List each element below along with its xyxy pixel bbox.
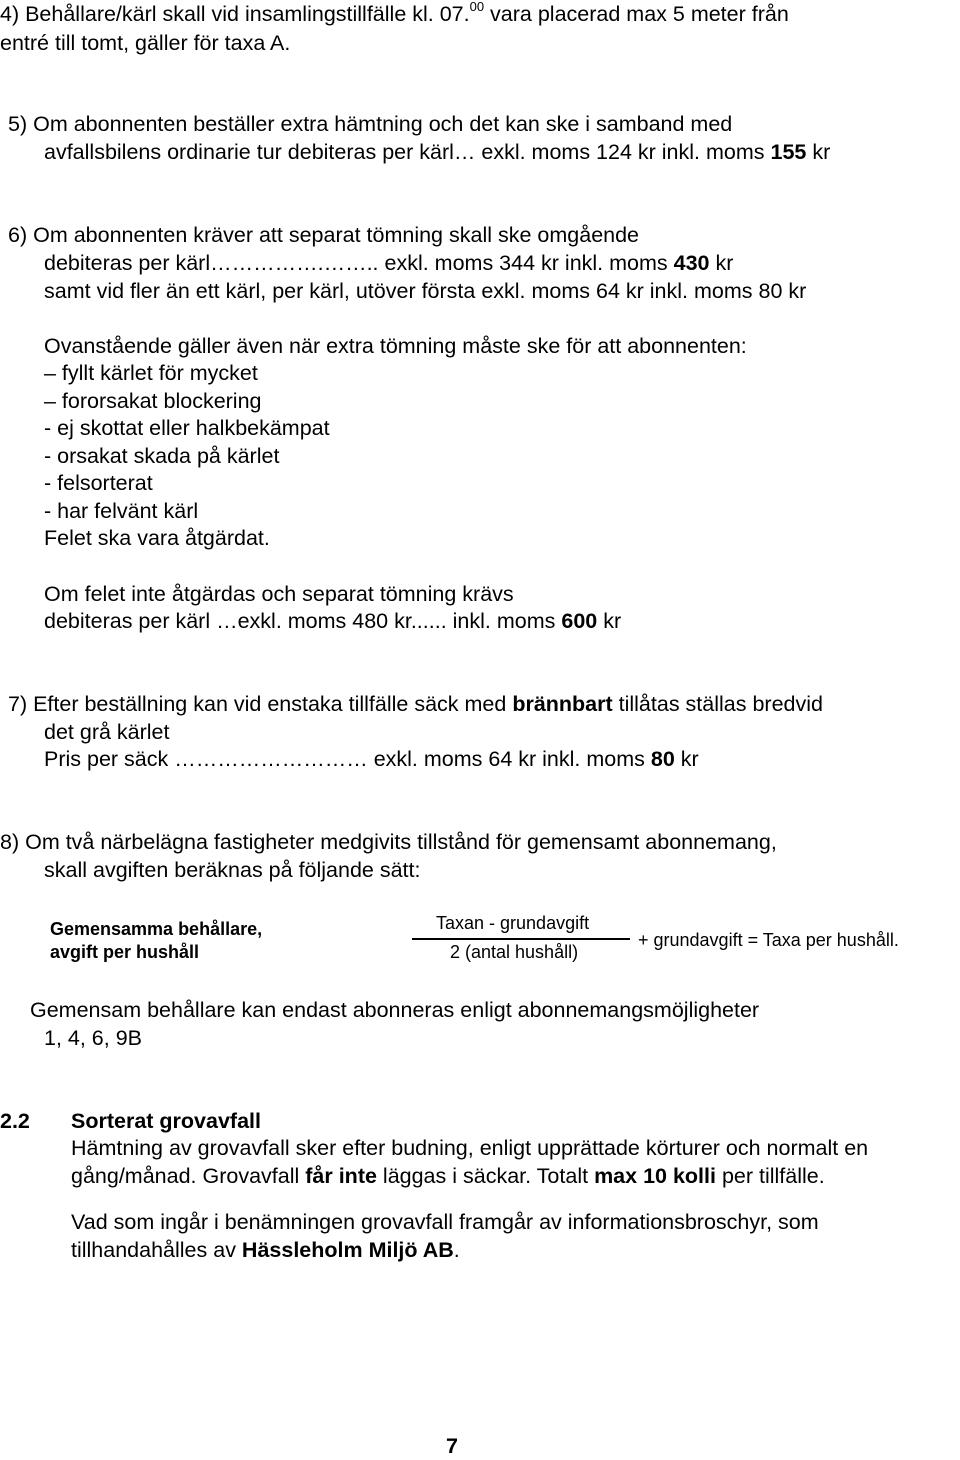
- text: debiteras per kärl …exkl. moms 480 kr...... inkl. moms: [44, 609, 562, 633]
- text: gång/månad. Grovavfall: [71, 1164, 306, 1188]
- price-bold: 430: [673, 251, 710, 275]
- text: kr: [597, 609, 622, 633]
- text: 7) Efter beställning kan vid enstaka tillfälle säck med: [8, 692, 513, 716]
- item-7-line-3: [44, 745, 699, 773]
- emphasis-bold: får inte: [305, 1164, 377, 1188]
- item-6-line-1: 6) Om abonnenten kräver att separat tömning skall ske omgående: [8, 223, 640, 247]
- note-fix-line-2: [44, 607, 621, 635]
- text: Pris per säck ……………………… exkl. moms 64 kr inkl. moms: [44, 747, 651, 771]
- text: kr: [806, 140, 831, 164]
- emphasis-bold: max 10 kolli: [594, 1164, 716, 1188]
- shared-container-line-2: 1, 4, 6, 9B: [44, 1026, 143, 1050]
- section-p2-line-1: Vad som ingår i benämningen grovavfall framgår av informationsbroschyr, som: [71, 1210, 819, 1234]
- price-bold: 80: [650, 747, 675, 771]
- formula-denominator: 2 (antal hushåll): [450, 942, 579, 962]
- item-5-line-2: [44, 138, 830, 166]
- text: kr: [709, 251, 734, 275]
- item-8-line-2: skall avgiften beräknas på följande sätt:: [44, 858, 421, 882]
- text: avfallsbilens ordinarie tur debiteras per kärl… exkl. moms 124 kr inkl. moms: [44, 140, 771, 164]
- item-5-line-1: 5) Om abonnenten beställer extra hämtning och det kan ske i samband med: [8, 112, 733, 136]
- note-item: - felsorterat: [44, 471, 153, 495]
- price-bold: 155: [770, 140, 807, 164]
- item-8-line-1: 8) Om två närbelägna fastigheter medgivits tillstånd för gemensamt abonnemang,: [0, 830, 777, 854]
- note-item: - ej skottat eller halkbekämpat: [44, 416, 330, 440]
- page-number: 7: [446, 1434, 458, 1458]
- text: tillåtas ställas bredvid: [612, 692, 823, 716]
- price-bold: 600: [561, 609, 598, 633]
- formula-tail: + grundavgift = Taxa per hushåll.: [638, 930, 899, 950]
- note-item: – fororsakat blockering: [44, 389, 262, 413]
- note-item: – fyllt kärlet för mycket: [44, 361, 258, 385]
- item-7-line-2: det grå kärlet: [44, 720, 170, 744]
- text: debiteras per kärl…………….…….. exkl. moms 344 kr inkl. moms: [44, 251, 674, 275]
- note-fix-line-1: Om felet inte åtgärdas och separat tömning krävs: [44, 582, 514, 606]
- text: vara placerad max 5 meter från: [484, 2, 789, 26]
- item-4-line-1: [0, 0, 789, 28]
- formula-label-2: avgift per hushåll: [50, 942, 200, 962]
- shared-container-line-1: Gemensam behållare kan endast abonneras enligt abonnemangsmöjligheter: [30, 998, 760, 1022]
- text: .: [453, 1238, 460, 1262]
- section-number: 2.2: [0, 1109, 30, 1133]
- note-item: - har felvänt kärl: [44, 499, 199, 523]
- note-item: - orsakat skada på kärlet: [44, 444, 280, 468]
- note-closing: Felet ska vara åtgärdat.: [44, 526, 270, 550]
- superscript: 00: [469, 0, 485, 14]
- formula-numerator: Taxan - grundavgift: [436, 913, 590, 933]
- section-title: Sorterat grovavfall: [71, 1109, 261, 1133]
- text: per tillfälle.: [715, 1164, 825, 1188]
- section-p1-line-1: Hämtning av grovavfall sker efter budning, enligt upprättade körturer och normalt en: [71, 1136, 869, 1160]
- text: läggas i säckar. Totalt: [376, 1164, 595, 1188]
- note-intro: Ovanstående gäller även när extra tömning måste ske för att abonnenten:: [44, 334, 747, 358]
- item-6-line-3: samt vid fler än ett kärl, per kärl, utöver första exkl. moms 64 kr inkl. moms 80 kr: [44, 279, 807, 303]
- item-6-line-2: [44, 249, 733, 277]
- item-4-line-2: entré till tomt, gäller för taxa A.: [0, 31, 291, 55]
- section-p2-line-2: [71, 1236, 460, 1264]
- formula-label-1: Gemensamma behållare,: [50, 919, 263, 939]
- text: 4) Behållare/kärl skall vid insamlingstillfälle kl. 07.: [0, 2, 470, 26]
- keyword-bold: brännbart: [512, 692, 613, 716]
- item-7-line-1: [8, 690, 823, 718]
- section-p1-line-2: [71, 1162, 825, 1190]
- text: kr: [674, 747, 699, 771]
- text: tillhandahålles av: [71, 1238, 242, 1262]
- company-name-bold: Hässleholm Miljö AB: [241, 1238, 454, 1262]
